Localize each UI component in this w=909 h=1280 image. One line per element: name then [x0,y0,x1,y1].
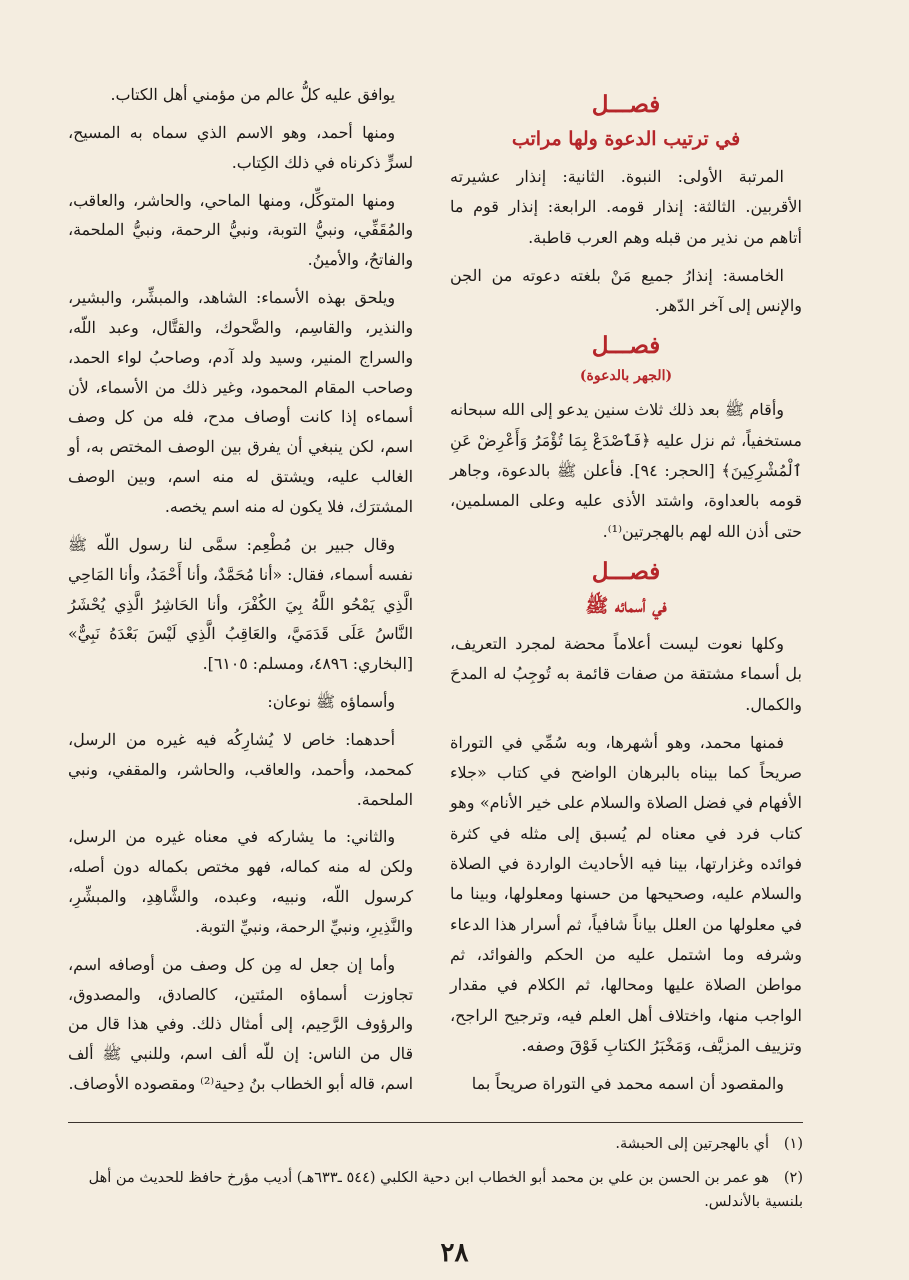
footnote-text: أي بالهجرتين إلى الحبشة. [615,1136,769,1152]
paragraph: وأقام ﷺ بعد ذلك ثلاث سنين يدعو إلى الله سبحانه مستخفياً، ثم نزل عليه ﴿فَٱصْدَعْ بِمَا تُؤْمَرُ وَأَعْرِضْ عَنِ ٱلْمُشْرِكِينَ﴾ [الحجر: ٩٤]. فأعلن ﷺ بالدعوة، وجاهر قومه بالعداوة، واشتد الأذى عليه وعلى المسلمين، حتى أذن الله لهم بالهجرتين⁽¹⁾. [450,400,802,541]
footnote-number: (١) [783,1136,803,1152]
footnote-text: هو عمر بن الحسن بن علي بن محمد أبو الخطاب ابن دحية الكلبي (٥٤٤ ـ٦٣٣هـ) أديب مؤرخ حافظ للحديث من أهل بلنسية بالأندلس. [88,1170,803,1210]
section-subtitle-3: في أسمائه ﷺ [585,594,667,617]
paragraph: وأما إن جعل له مِن كل وصف من أوصافه اسم، تجاوزت أسماؤه المئتين، كالصادق، والمصدوق، والرؤوف الرَّحِيم، إلى أمثال ذلك. وفي هذا قال من قال من الناس: إن للّه ألف اسم، وللنبي ﷺ ألف اسم، قاله أبو الخطاب بنُ دِحية⁽²⁾ ومقصوده الأوصاف. [68,954,413,1094]
footnote-1 [68,1132,803,1156]
footnote-divider [68,1122,803,1123]
paragraph: فمنها محمد، وهو أشهرها، وبه سُمِّي في التوراة صريحاً كما بيناه بالبرهان الواضح في كتاب «جلاء الأفهام في فضل الصلاة والسلام على خير الأنام» وهو كتاب فرد في معناه لم يُسبق إلى مثله في كثرة فوائده وغزارتها، بينا فيه الأحاديث الواردة في الصلاة والسلام عليه، وصحيحها من حسنها ومعلولها، وبينا ما في معلولها من العلل بياناً شافياً، ثم أسرار هذا الدعاء وشرفه وما اشتمل عليه من الحكم والفوائد، ثم مواطن الصلاة عليها ومحالها، ثم الكلام في مقدار الواجب منها، واختلاف أهل العلم فيه، وترجيح الراجح، وتزييف المزيَّف، وَمَخْبَرُ الكتابِ فَوْقَ وصفه. [450,732,802,1055]
right-column [450,80,802,1107]
paragraph: والمقصود أن اسمه محمد في التوراة صريحاً بما [471,1074,784,1094]
section-subtitle-2: (الجهر بالدعوة) [579,368,673,385]
paragraph: يوافق عليه كلُّ عالم من مؤمني أهل الكتاب. [110,85,395,104]
section-title-3: فصـــل [591,557,661,585]
section-title-1: فصـــل [591,91,661,118]
paragraph: وكلها نعوت ليست أعلاماً محضة لمجرد التعريف، بل أسماء مشتقة من صفات قائمة به تُوجِبُ له المدحَ والكمال. [450,633,802,714]
paragraph: المرتبة الأولى: النبوة. الثانية: إنذار عشيرته الأقربين. الثالثة: إنذار قومه. الرابعة: إنذار قوم ما أتاهم من نذير من قبله وهم العرب قاطبة. [450,167,802,247]
page-number: ٢٨ [440,1238,469,1268]
footnote-number: (٢) [783,1170,803,1186]
paragraph: ويلحق بهذه الأسماء: الشاهد، والمبشِّر، والبشير، والنذير، والقاسِم، والضَّحوك، والقتَّال، وعبد اللّه، والسراج المنير، وسيد ولد آدم، وصاحبُ لواء الحمد، وصاحب المقام المحمود، وغير ذلك من الأسماء، لأن أسماءه إذا كانت أوصاف مدح، فله من كل وصف اسم، لكن ينبغي أن يفرق بين الوصف المختص به، أو الغالب عليه، ويشتق له منه اسم، وبين الوصف المشترَك، فلا يكون له منه اسم يخصه. [68,288,413,516]
paragraph: ومنها المتوكِّل، ومنها الماحي، والحاشر، والعاقب، والمُقَفِّي، ونبيُّ التوبة، ونبيُّ الرحمة، ونبيُّ الملحمة، والفاتحُ، والأمينُ. [68,190,413,270]
paragraph: والثاني: ما يشاركه في معناه غيره من الرسل، ولكن له منه كماله، فهو مختص بكماله دون أصله، كرسول اللّه، ونبيه، وعبده، والشَّاهِدِ، والمبشِّرِ، والنَّذِيرِ، ونبيِّ الرحمة، ونبيِّ التوبة. [68,827,413,936]
paragraph: وقال جبير بن مُطْعِم: سمَّى لنا رسول اللّه ﷺ نفسه أسماء، فقال: «أنا مُحَمَّدٌ، وأنا أَحْمَدُ، وأنا المَاحِي الَّذِي يَمْحُو اللَّهُ بِيَ الكُفْرَ، وأنا الحَاشِرُ الَّذِي يُحْشَرُ النَّاسُ عَلَى قَدَمَيَّ، والعَاقِبُ الَّذِي لَيْسَ بَعْدَهُ نَبِيٌّ» [البخاري: ٤٨٩٦، ومسلم: ٦١٠٥]. [67,534,413,674]
left-column [68,80,413,1107]
section-subtitle-1: في ترتيب الدعوة ولها مراتب [511,128,741,150]
paragraph: ومنها أحمد، وهو الاسم الذي سماه به المسيح، لسرٍّ ذكرناه في ذلك الكِتاب. [68,122,413,172]
paragraph: الخامسة: إنذارُ جميع مَنْ بلغته دعوته من الجن والإنس إلى آخر الدّهر. [450,265,802,316]
paragraph: أحدهما: خاص لا يُشارِكُه فيه غيره من الرسل، كمحمد، وأحمد، والعاقب، والحاشر، والمقفي، ونبي الملحمة. [68,729,413,809]
footnote-2 [68,1166,803,1214]
section-title-2: فصـــل [591,332,661,360]
paragraph: وأسماؤه ﷺ نوعان: [267,692,395,712]
